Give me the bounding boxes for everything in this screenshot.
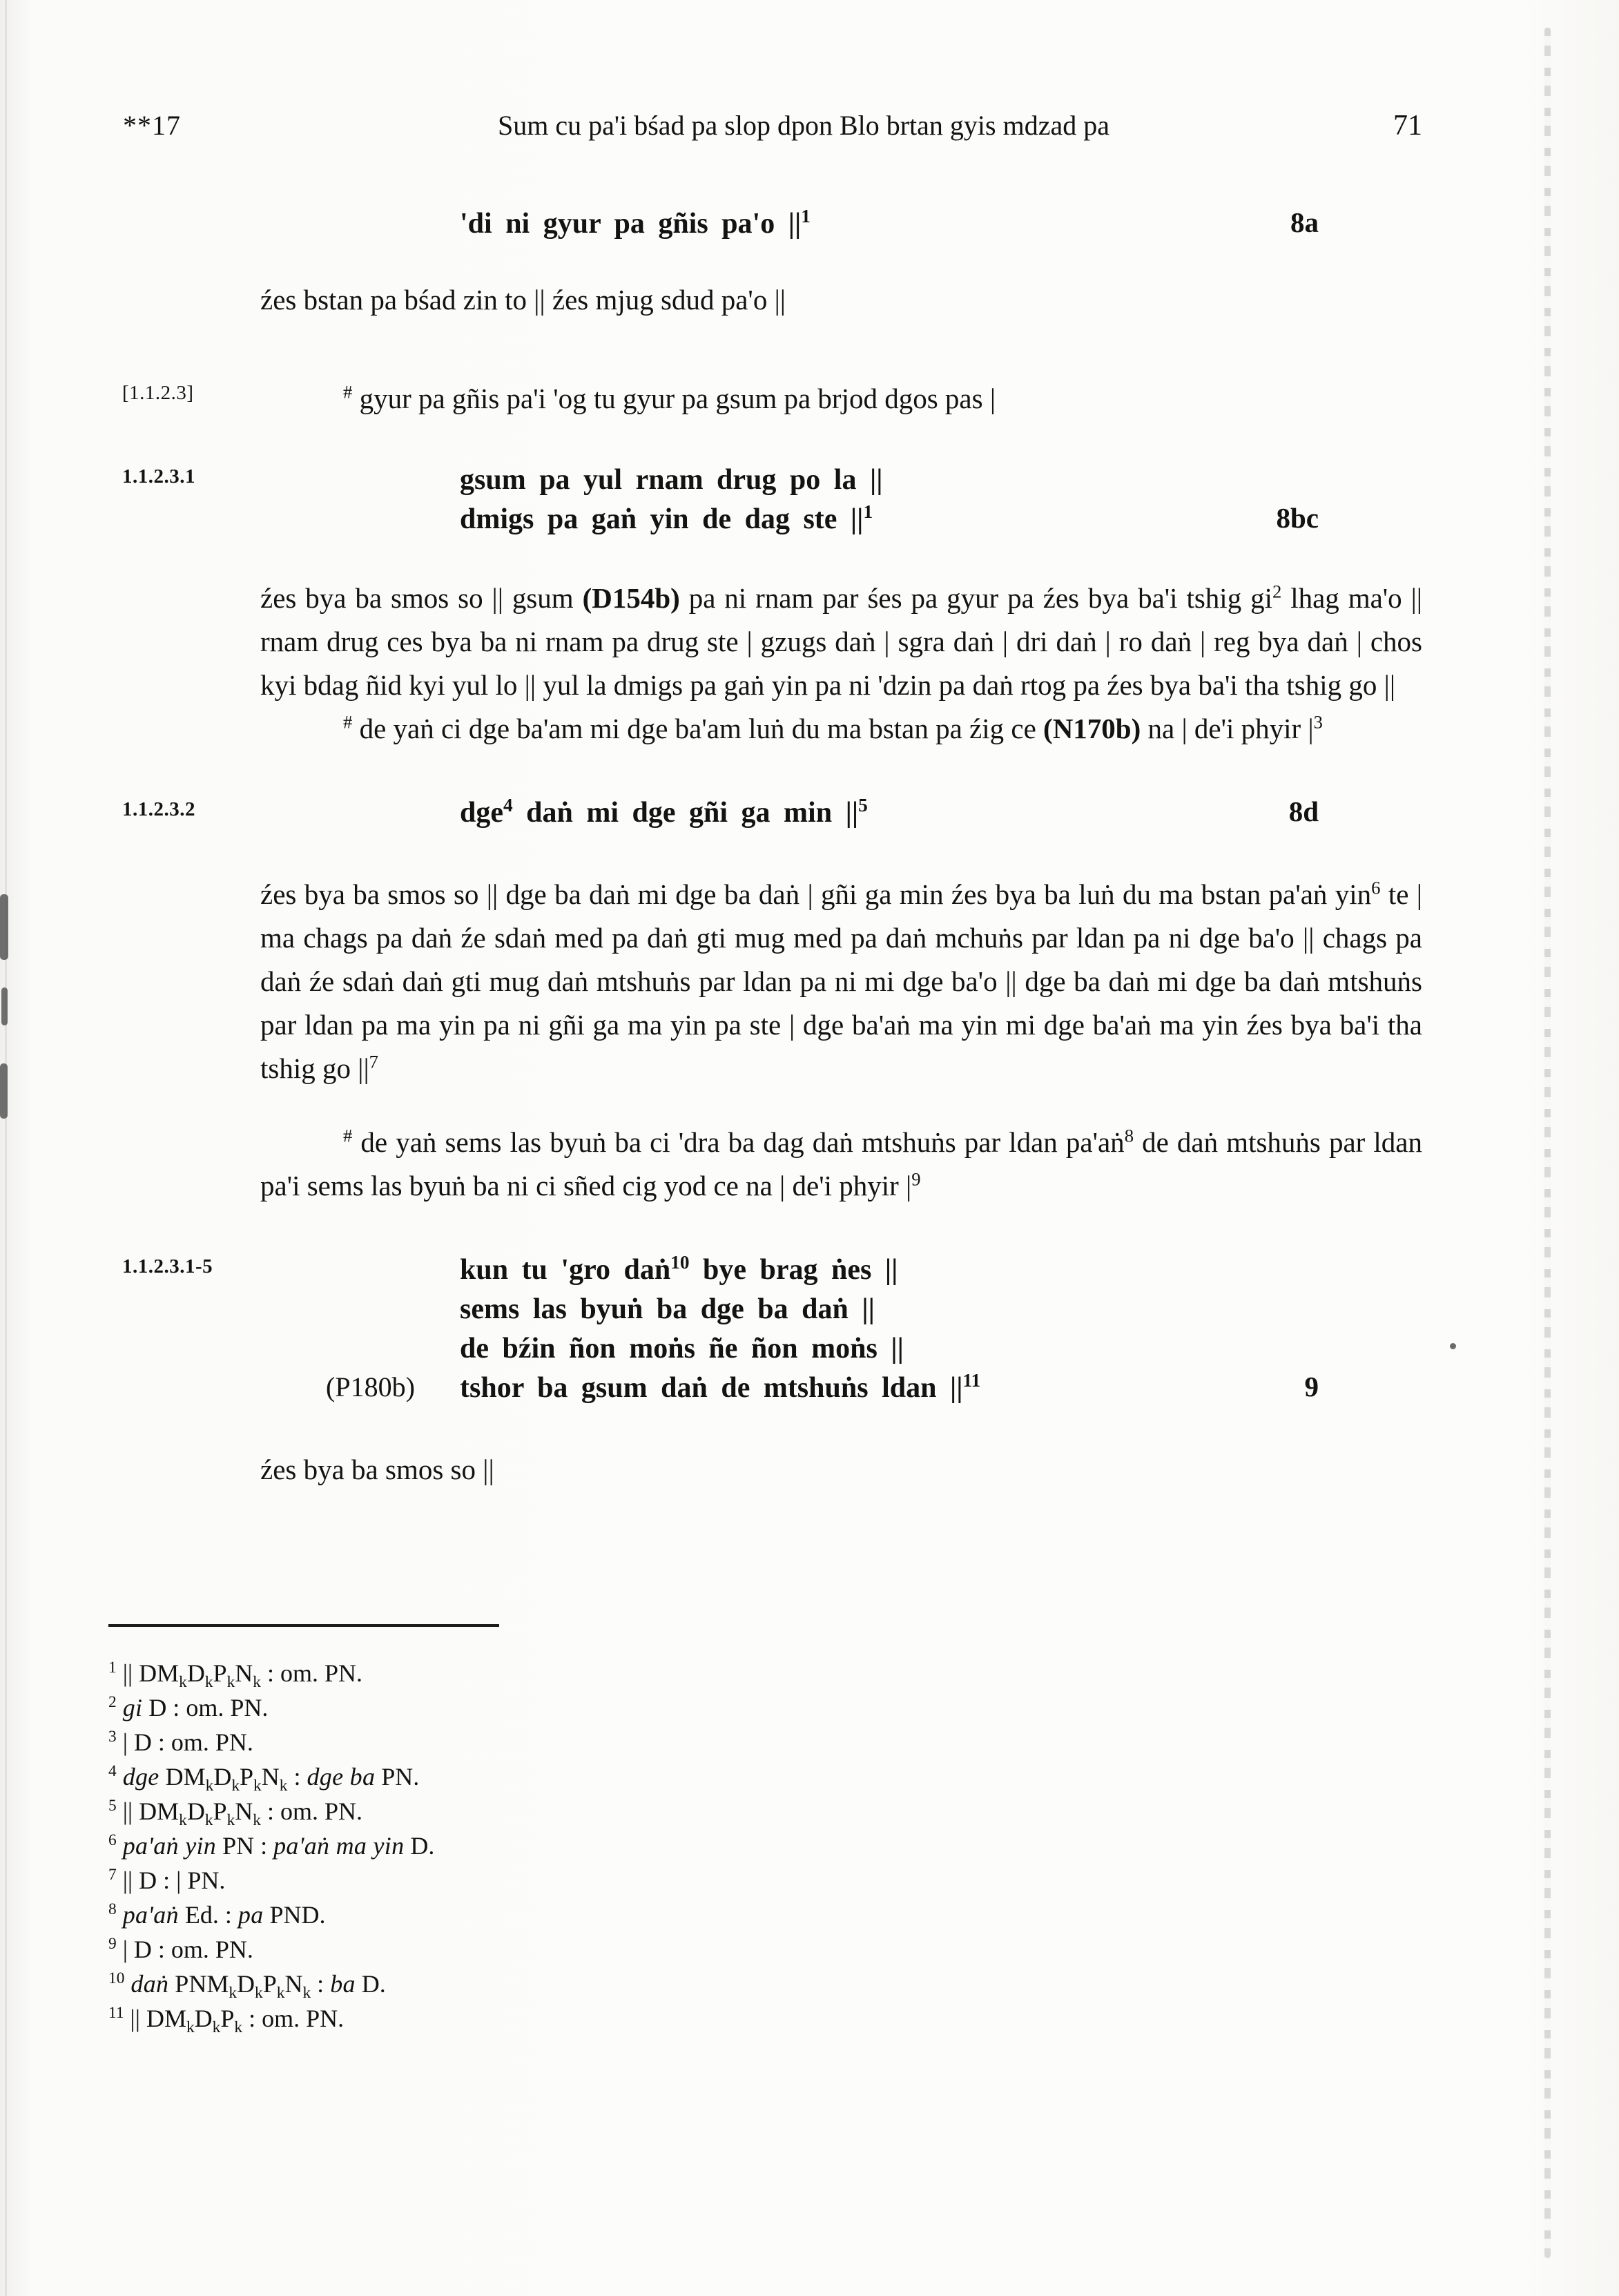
verse-line: 'di ni gyur pa gñis pa'o $||^1$ [460, 206, 811, 240]
header-collation-mark: **17 [123, 110, 181, 141]
scan-streak-artifact [1544, 28, 1551, 2258]
verse-line: gsum pa yul rnam drug po la || [460, 464, 883, 496]
verse-lines [460, 793, 1422, 833]
verse-ref-8d: 8d [1288, 795, 1319, 827]
footnote-separator-rule [108, 1624, 499, 1627]
paragraph-question-2: # de yaṅ sems las byuṅ ba ci 'dra ba dag daṅ mtshuṅs par ldan pa'aṅ$^8$ de daṅ mtshuṅs par ldan pa'i sems las byuṅ ba ni ci sñed cig yod ce na | de'i phyir $|^9$ [260, 1125, 1423, 1202]
footnote-7: $^7$ || D : | PN. [108, 1866, 226, 1894]
section-1-1-2-3 [122, 377, 1422, 421]
paragraph-commentary-8d: źes bya ba smos so || dge ba daṅ mi dge ba daṅ | gñi ga min źes bya ba luṅ du ma bstan pa'aṅ yin$^6$ te | ma chags pa daṅ źe sdaṅ med pa daṅ gti mug med pa daṅ mchuṅs par ldan pa ni dge ba'o || chags pa daṅ źe sdaṅ daṅ gti mug daṅ mtshuṅs par ldan pa ni mi dge ba'o || dge ba daṅ mi dge ba daṅ mtshuṅs par ldan pa ma yin pa ni gñi ga ma yin pa ste | dge ba'aṅ ma yin mi dge ba'aṅ ma yin źes bya ba'i tha tshig go $||^7$ [260, 877, 1422, 1084]
verse-line: de bźin ñon moṅs ñe ñon moṅs || [460, 1333, 904, 1364]
page-header [123, 109, 1422, 142]
verse-line: sems las byuṅ ba dge ba daṅ || [460, 1293, 875, 1325]
verse-lines [460, 1251, 1422, 1408]
text-column [122, 192, 1423, 1492]
section-number-label: 1.1.2.3.2 [122, 798, 195, 820]
verse-line: tshor ba gsum daṅ de mtshuṅs ldan $||^{11}$ [460, 1370, 981, 1404]
witness-page-ref: (P180b) [326, 1371, 415, 1402]
verse-line: dmigs pa gaṅ yin de dag ste $||^1$ [460, 501, 873, 535]
verse-8a [260, 204, 1422, 244]
footnote-8: $^8$ pa'aṅ Ed. : pa PND. [108, 1900, 326, 1929]
running-title: Sum cu pa'i bśad pa slop dpon Blo brtan gyis mdzad pa [498, 110, 1109, 141]
verse-line: dge$^4$ daṅ mi dge gñi ga $\min ||^5$ [460, 795, 868, 829]
section-text: # gyur pa gñis pa'i 'og tu gyur pa gsum pa brjod dgos pas | [343, 381, 996, 414]
verse-lines [460, 204, 1422, 244]
footnote-6: $^6$ pa'aṅ yin PN : pa'aṅ ma yin D. [108, 1831, 435, 1860]
paragraph-colophon: źes bstan pa bśad zin to || źes mjug sdud pa'o || [260, 284, 786, 316]
verse-ref-9: 9 [1304, 1371, 1319, 1402]
section-number-label: 1.1.2.3.1-5 [122, 1255, 213, 1277]
verse-8d [122, 793, 1422, 833]
footnote-1: $^1$ || $DM_kD_kP_kN_k$ : om. PN. [108, 1659, 362, 1692]
section-number-label: 1.1.2.3.1 [122, 465, 195, 488]
section-number-label: [1.1.2.3] [122, 382, 194, 404]
scan-edge-line [5, 0, 7, 2296]
verse-line: kun tu 'gro daṅ$^{10}$ bye brag ṅes || [460, 1252, 898, 1286]
footnote-2: $^2$ gi D : om. PN. [108, 1693, 269, 1721]
page-number: 71 [1393, 110, 1422, 142]
verse-ref-8a: 8a [1290, 206, 1319, 238]
verse-ref-8bc: 8bc [1276, 502, 1319, 534]
footnote-11: $^{11}$ || $DM_kD_kP_k$ : om. PN. [108, 2004, 345, 2037]
scan-edge-mark [1, 987, 8, 1025]
footnote-9: $^9$ | D : om. PN. [108, 1935, 253, 1963]
paragraph-commentary-8bc: źes bya ba smos so || gsum (D154b) pa ni rnam par śes pa gyur pa źes bya ba'i tshig $gi^2$ lhag ma'o || rnam drug ces bya ba ni rnam pa drug ste | gzugs daṅ | sgra daṅ | dri daṅ | ro daṅ | reg bya daṅ | chos kyi bdag ñid kyi yul lo || yul la dmigs pa gaṅ yin pa ni 'dzin pa daṅ rtog pa źes bya ba'i tha tshig go || [260, 581, 1422, 701]
critical-apparatus [108, 1624, 1144, 2036]
footnote-10: $^{10}$ daṅ $PNM_kD_kP_kN_k$ : ba D. [108, 1969, 386, 2003]
footnote-4: $^4$ dge $DM_kD_kP_kN_k$ : dge ba PN. [108, 1762, 420, 1795]
verse-9 [122, 1251, 1422, 1408]
footnote-5: $^5$ || $DM_kD_kP_kN_k$ : om. PN. [108, 1797, 362, 1830]
scan-speck [1450, 1343, 1456, 1349]
verse-8bc [122, 461, 1422, 539]
scan-edge-mark [0, 1063, 8, 1119]
paragraph-closing: źes bya ba smos so || [260, 1454, 494, 1485]
scan-edge-mark [0, 894, 8, 960]
paragraph-question-1: # de yaṅ ci dge ba'am mi dge ba'am luṅ du ma bstan pa źig ce (N170b) na | de'i phyir $|^3$ [343, 711, 1323, 744]
footnote-3: $^3$ | D : om. PN. [108, 1728, 253, 1756]
